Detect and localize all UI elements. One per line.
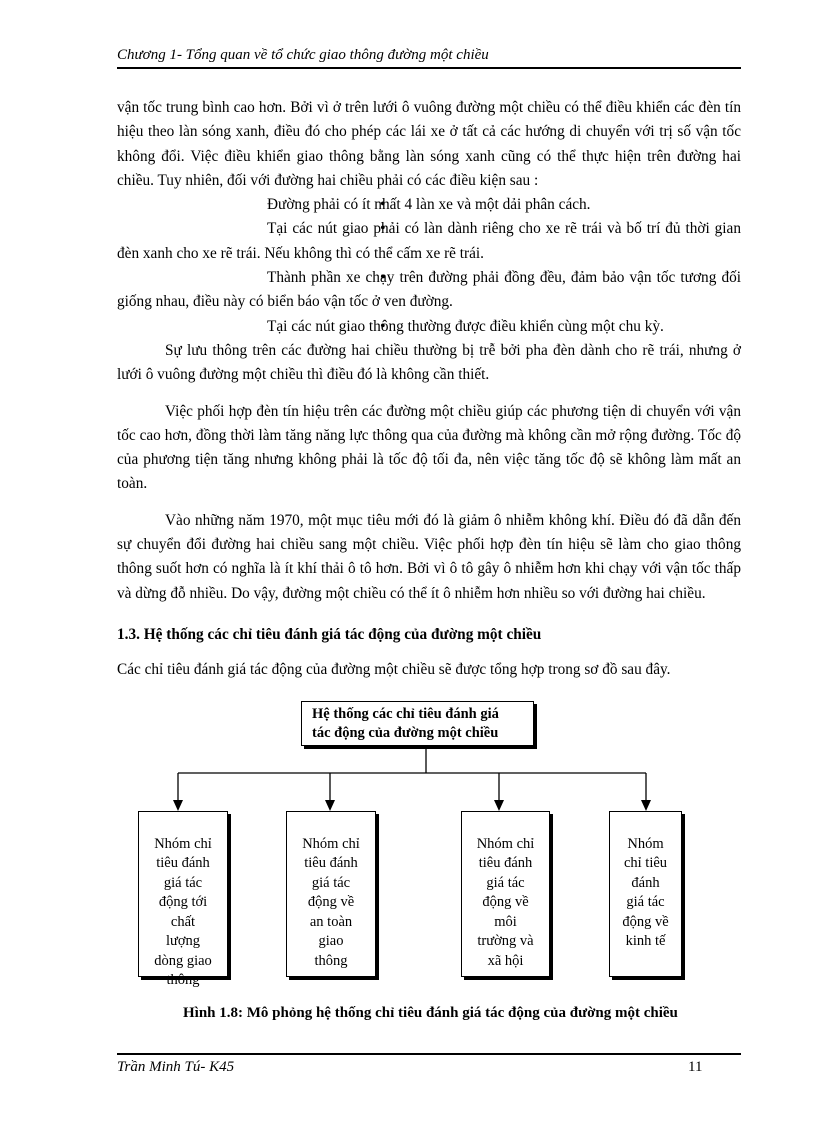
diagram-root-label: Hệ thống các chỉ tiêu đánh giá tác động của đường một chiều: [312, 706, 499, 741]
diagram-root-box: [301, 701, 534, 746]
paragraph-1: vận tốc trung bình cao hơn. Bởi vì ở trên lưới ô vuông đường một chiều có thể điều khiển các đèn tín hiệu theo làn sóng xanh, điều đó cho phép các lái xe ở tất cả các hướng di chuyển với trị số vận tốc không đổi. Việc điều khiển giao thông bằng làn sóng xanh cũng có thể thực hiện trên đường hai chiều. Tuy nhiên, đối với đường hai chiều phải có các điều kiện sau :: [117, 99, 741, 189]
body-text: [117, 96, 741, 606]
arrowhead-3: [494, 800, 504, 811]
bullet-item-2: • Tại các nút giao phải có làn dành riêng cho xe rẽ trái và bố trí đủ thời gian đèn xanh cho xe rẽ trái. Nếu không thì có thể cấm xe rẽ trái.: [117, 217, 741, 266]
section-title: 1.3. Hệ thống các chỉ tiêu đánh giá tác động của đường một chiều: [117, 626, 542, 643]
diagram-child-label: Nhóm chỉ tiêu đánh giá tác động về kinh tế: [622, 835, 669, 949]
bullet-item-3: • Thành phần xe chạy trên đường phải đồng đều, đảm bảo vận tốc tương đối giống nhau, điều này có biển báo vận tốc ở ven đường.: [117, 266, 741, 315]
diagram-child-box-environment: [461, 811, 550, 977]
arrowhead-4: [641, 800, 651, 811]
diagram-child-label: Nhóm chỉ tiêu đánh giá tác động về an toàn giao thông: [302, 835, 360, 969]
paragraph-4: Vào những năm 1970, một mục tiêu mới đó là giảm ô nhiễm không khí. Điều đó đã dẫn đến sự chuyển đổi đường hai chiều sang một chiều. Việc phối hợp đèn tín hiệu sẽ làm cho giao thông thông suốt hơn có nghĩa là ít khí thải ô tô hơn. Bởi vì ô tô gây ô nhiễm hơn khi chạy với vận tốc thấp và dừng đỗ nhiều. Do vậy, đường một chiều có thể ít ô nhiễm hơn nhiều so với đường hai chiều.: [117, 511, 741, 602]
diagram-child-box-safety: [286, 811, 376, 977]
figure-caption: Hình 1.8: Mô phỏng hệ thống chỉ tiêu đánh giá tác động của đường một chiều: [183, 1005, 678, 1021]
bullet-item-1: • Đường phải có ít nhất 4 làn xe và một dải phân cách.: [117, 193, 741, 217]
diagram-child-label: Nhóm chỉ tiêu đánh giá tác động về môi trường và xã hội: [476, 835, 535, 969]
chapter-header: Chương 1- Tổng quan về tổ chức giao thông đường một chiều: [117, 47, 489, 63]
diagram-child-box-economy: [609, 811, 682, 977]
diagram-child-box-quality: [138, 811, 228, 988]
header-divider: [117, 67, 741, 69]
bullet-item-4: • Tại các nút giao thông thường được điều khiển cùng một chu kỳ.: [117, 315, 741, 339]
footer-divider: [117, 1053, 741, 1055]
paragraph-3: Việc phối hợp đèn tín hiệu trên các đường một chiều giúp các phương tiện di chuyển với vận tốc cao hơn, đồng thời làm tăng năng lực thông qua của đường mà không cần mở rộng đường. Tốc độ của phương tiện tăng nhưng không phải là tốc độ tối đa, nên việc tăng tốc độ sẽ không làm mất an toàn.: [117, 402, 741, 493]
arrowhead-2: [325, 800, 335, 811]
section-intro: Các chỉ tiêu đánh giá tác động của đường một chiều sẽ được tổng hợp trong sơ đồ sau đây.: [117, 661, 671, 678]
diagram-child-label: Nhóm chỉ tiêu đánh giá tác động tới chất lượng dòng giao thông: [154, 835, 212, 988]
paragraph-2: Sự lưu thông trên các đường hai chiều thường bị trễ bởi pha đèn dành cho rẽ trái, nhưng ở lưới ô vuông đường một chiều thì điều đó là không cần thiết.: [117, 341, 741, 384]
page-number: 11: [688, 1059, 703, 1075]
arrowhead-1: [173, 800, 183, 811]
footer-author: Trần Minh Tú- K45: [117, 1059, 235, 1075]
